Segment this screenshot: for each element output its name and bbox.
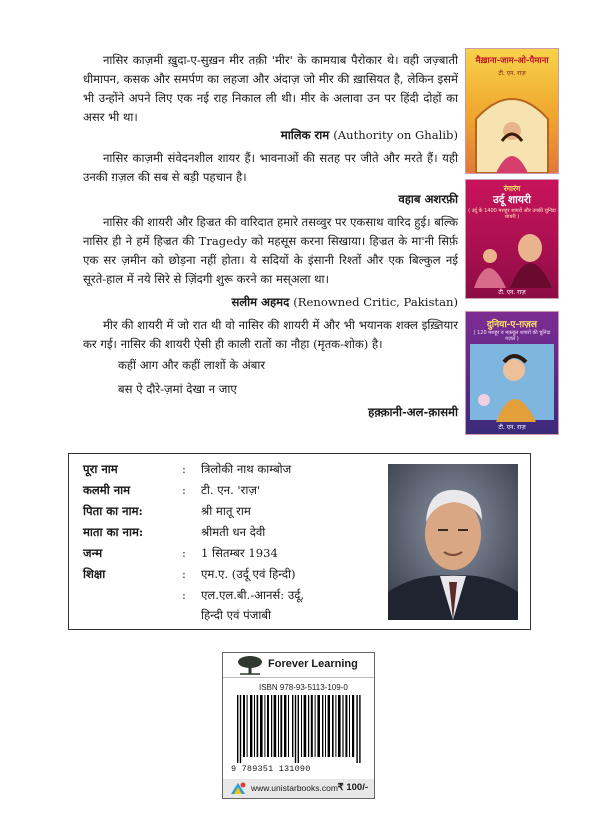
author-photo [388,464,518,620]
bio-label: जन्म [83,546,103,560]
bio-value: हिन्दी एवं पंजाबी [201,608,271,622]
isbn-barcode-box [222,652,375,799]
quote-4-text: मीर की शायरी में जो रात थी वो नासिर की शायरी में और भी भयानक शक्ल इख़्तियार कर गई। नासिर की शायरी ऐसी ही काली रातों का नौहा (मृतक-शोक) है। [83,318,458,351]
bio-value: श्रीमती धन देवी [201,525,266,539]
quote-4-author: हक़्क़ानी-अल-क़ासमी [368,405,458,419]
author-bio-box [68,453,531,630]
publisher-logo-icon [229,781,247,796]
isbn-number: ISBN 978-93-5113-109-0 [259,683,348,692]
bio-colon: : [182,567,186,581]
quote-3-author: सलीम अहमद [231,295,290,309]
cover-3-illustration [466,340,558,422]
quote-1-author-note: (Authority on Ghalib) [333,128,458,142]
bio-label: पिता का नाम: [83,504,143,518]
book-cover-rangarang [465,179,559,299]
bio-value: टी. एन. 'राज़' [201,483,261,497]
bio-colon: : [182,483,186,497]
cover-2-title: उर्दू शायरी [493,194,531,206]
quote-1-text: नासिर काज़मी ख़ुदा-ए-सुख़न मीर तक़ी 'मीर' के कामयाब पैरोकार थे। वही जज़्बाती धीमापन, कसक और समर्पण का लहजा और अंदाज़ जो मीर की ख़ासियत है, लेकिन इसमें भी उन्होंने अपने लिए एक नई राह निकाल ली थी। मीर के अलावा उन पर हिंदी दोहों का असर भी था। [83,53,458,124]
cover-3-author: टी. एन. राज़ [498,424,526,431]
cover-1-author: टी. एन. राज़ [498,70,526,77]
cover-2-illustration [466,218,558,288]
bio-colon: : [182,588,186,602]
cover-2-subtitle: ( उर्दू के 1400 मशहूर शायरों और उनकी चुनिंदा शायरी ) [468,208,556,220]
publisher-footer [223,779,374,798]
bio-label: पूरा नाम [83,462,118,476]
cover-1-title: मैख़ाना-जाम-ओ-पैमाना [475,56,549,66]
bio-label: शिक्षा [83,567,106,581]
bio-value: त्रिलोकी नाथ काम्बोज [201,462,292,476]
bio-label: माता का नाम: [83,525,144,539]
couplet-line-1: कहीं आग और कहीं लाशों के अंबार [118,358,266,372]
cover-2-title-top: रंगारंग [503,184,521,193]
quote-4-attribution [120,405,458,420]
quote-1-author: मालिक राम [280,128,330,142]
bio-label: कलमी नाम [83,483,131,497]
cover-2-author: टी. एन. राज़ [498,289,526,296]
publisher-website: www.unistarbooks.com [251,783,338,793]
quote-2-text: नासिर काज़मी संवेदनशील शायर हैं। भावनाओं की सतह पर जीते और मरते हैं। यही उनकी ग़ज़ल की सब से बड़ी पहचान है। [83,151,458,184]
quote-3-author-note: (Renowned Critic, Pakistan) [293,295,458,309]
bio-colon: : [182,546,186,560]
bio-value: 1 सितम्बर 1934 [201,546,278,560]
quote-3-text: नासिर की शायरी और हिज्रत की वारिदात हमारे तसव्वुर पर एकसाथ वारिद हुई। बल्कि नासिर ही ने हमें हिज्रत की Tragedy को महसूस करना सिखाया। हिज्रत के मा'नी सिर्फ़ एक सर ज़मीन को छोड़ना नहीं होता। ये सदियों के इंसानी रिश्तों और एक बिल्कुल नई सूरते-हाल में नये सिरे से ज़िंदगी शुरू करने का मस्अला था। [83,215,458,286]
barcode-digits: 9 789351 131090 [231,764,311,774]
cover-1-illustration [466,79,558,173]
bio-value: एम.ए. (उर्दू एवं हिन्दी) [201,567,296,581]
couplet-line-2: बस ऐ दौरे-ज़मां देखा न जाए [118,382,237,396]
book-cover-duniya-e-ghazal [465,311,559,435]
quote-2-attribution [120,192,458,207]
quote-1-attribution [120,128,458,143]
quote-2-author: वहाब अशरफ़ी [398,192,458,206]
tree-logo-icon [237,655,263,675]
cover-3-subtitle: ( 120 मशहूर व मक़बूल शायरों की चुनिंदा ग़ज़लें ) [473,330,551,342]
book-price: ₹ 100/- [337,782,368,793]
bio-value: एल.एल.बी.-आनर्स: उर्दू, [201,588,305,602]
cover-3-title: दुनिया-ए-ग़ज़ल [487,320,537,330]
barcode [237,695,361,763]
bio-value: श्री मातू राम [201,504,251,518]
bio-colon: : [182,462,186,476]
publisher-banner [223,653,374,678]
book-cover-maikhana [465,48,559,174]
publisher-tagline: Forever Learning [268,658,358,670]
quote-3-attribution [120,295,458,310]
